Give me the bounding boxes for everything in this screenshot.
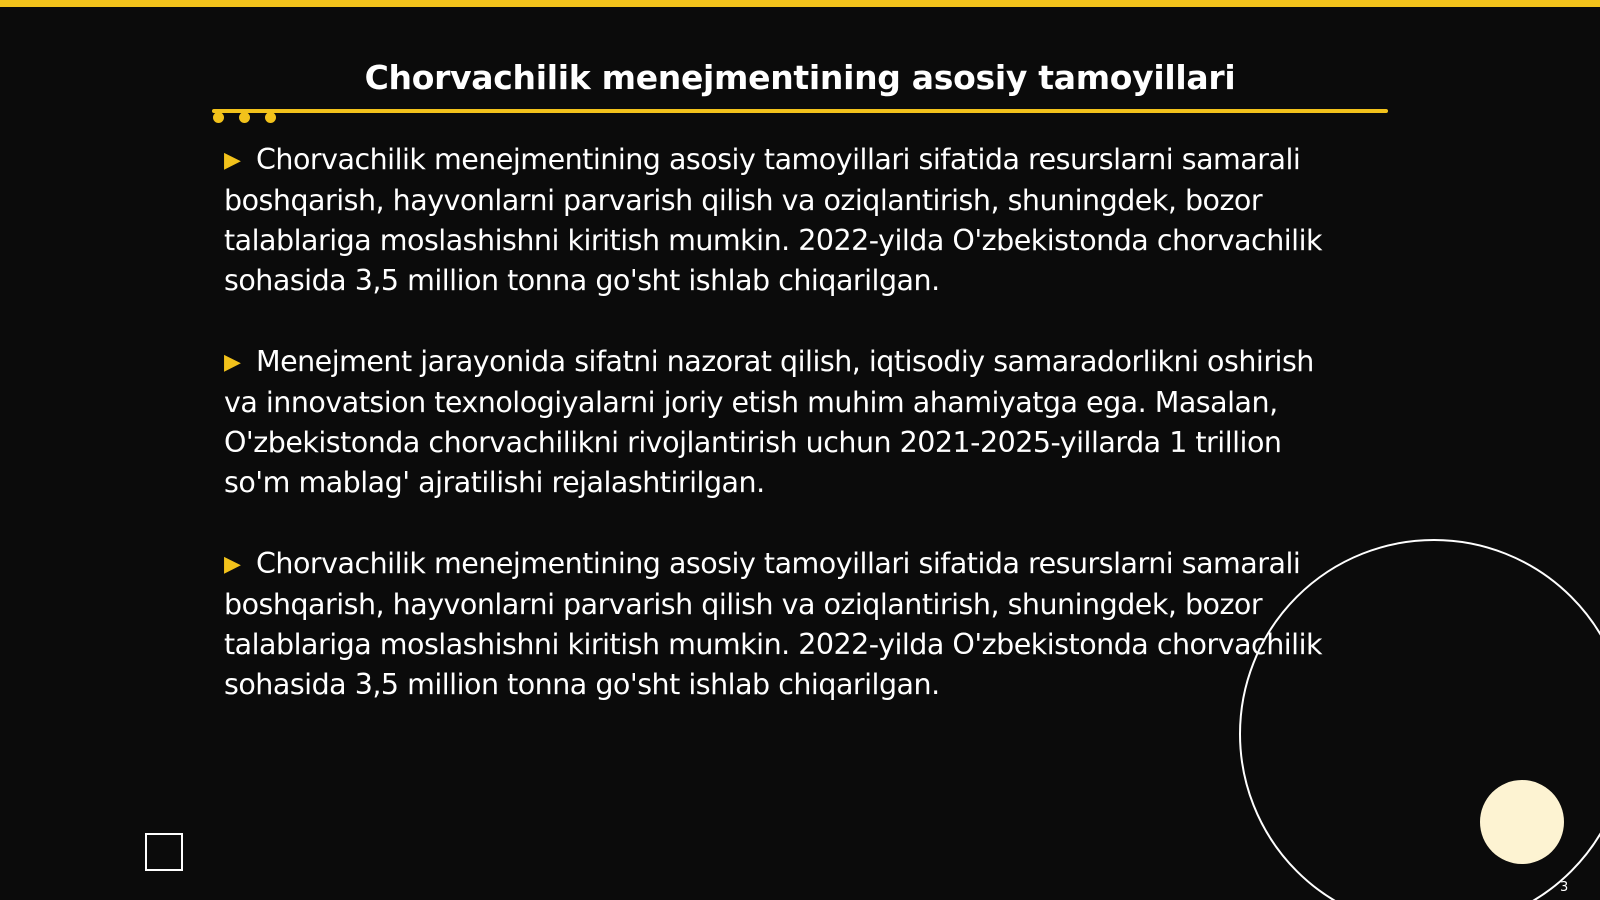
paragraph-text: Chorvachilik menejmentining asosiy tamoyillari sifatida resurslarni samarali boshqarish, hayvonlarni parvarish qilish va oziqlantirish, shuningdek, bozor talablariga moslashishni kiritish mumkin. 2022-yilda O'zbekistonda chorvachilik sohasida 3,5 million tonna go'sht ishlab chiqarilgan.	[224, 547, 1323, 701]
bullet-paragraph	[224, 544, 1334, 705]
bullet-paragraph	[224, 140, 1334, 301]
bullet-list	[224, 140, 1334, 746]
bullet-paragraph	[224, 342, 1334, 503]
decor-circle-filled	[1480, 780, 1564, 864]
decor-dot	[213, 112, 224, 123]
triangle-right-icon: ▶	[224, 552, 241, 577]
triangle-right-icon: ▶	[224, 148, 241, 173]
triangle-right-icon: ▶	[224, 350, 241, 375]
paragraph-text: Chorvachilik menejmentining asosiy tamoyillari sifatida resurslarni samarali boshqarish, hayvonlarni parvarish qilish va oziqlantirish, shuningdek, bozor talablariga moslashishni kiritish mumkin. 2022-yilda O'zbekistonda chorvachilik sohasida 3,5 million tonna go'sht ishlab chiqarilgan.	[224, 143, 1323, 297]
paragraph-text: Menejment jarayonida sifatni nazorat qilish, iqtisodiy samaradorlikni oshirish va innovatsion texnologiyalarni joriy etish muhim ahamiyatga ega. Masalan, O'zbekistonda chorvachilikni rivojlantirish uchun 2021-2025-yillarda 1 trillion so'm mablag' ajratilishi rejalashtirilgan.	[224, 345, 1314, 499]
title-underline	[212, 109, 1388, 113]
top-accent-bar	[0, 0, 1600, 7]
slide-title: Chorvachilik menejmentining asosiy tamoyillari	[364, 58, 1236, 97]
decor-dot	[239, 112, 250, 123]
decor-dot	[265, 112, 276, 123]
page-number: 3	[1560, 880, 1569, 895]
decor-square-outline	[145, 833, 183, 871]
